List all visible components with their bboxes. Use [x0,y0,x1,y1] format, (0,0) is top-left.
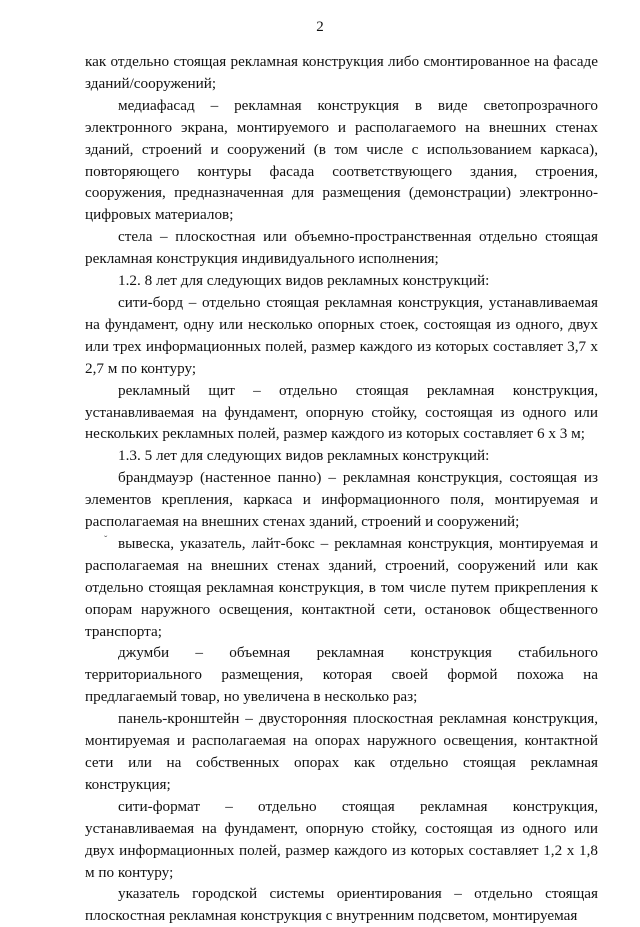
paragraph: вывеска, указатель, лайт-бокс – рекламная конструкция, монтируемая и располагаемая на внешних стенах зданий, строений, сооружений или как отдельно стоящая рекламная конструкция, в том числе путем прикрепления к опорам наружного освещения, контактной сети, остановок общественного транспорта; [85,534,598,640]
paragraph: стела – плоскостная или объемно-пространственная отдельно стоящая рекламная конструкция индивидуального исполнения; [85,228,598,268]
paragraph: указатель городской системы ориентирования – отдельно стоящая плоскостная рекламная конструкция с внутренним подсветом, монтируемая [85,885,598,925]
paragraph: рекламный щит – отдельно стоящая рекламная конструкция, устанавливаемая на фундамент, опорную стойку, состоящая из одного или нескольких рекламных полей, размер каждого из которых составляет 6 х 3 м; [85,381,598,443]
paragraph: медиафасад – рекламная конструкция в виде светопрозрачного электронного экрана, монтируемого и располагаемого на внешних стенах зданий, строений и сооружений (в том числе с использованием каркаса), повторяющего контуры фасада соответствующего здания, строения, сооружения, предназначенная для размещения (демонстрации) электронно-цифровых материалов; [85,96,598,224]
paragraph: сити-формат – отдельно стоящая рекламная конструкция, устанавливаемая на фундамент, опорную стойку, состоящая из одного или двух информационных полей, размер каждого из которых составляет 1,2 х 1,8 м по контуру; [85,797,598,881]
page-number: 2 [316,19,324,35]
paragraph: джумби – объемная рекламная конструкция стабильного территориального размещения, которая своей формой похожа на предлагаемый товар, но увеличена в несколько раз; [85,644,598,706]
scan-mark: ˇ [104,535,108,546]
paragraph: как отдельно стоящая рекламная конструкция либо смонтированное на фасаде зданий/сооружений; [85,53,598,92]
document-body [85,51,598,927]
paragraph: сити-борд – отдельно стоящая рекламная конструкция, устанавливаемая на фундамент, одну или несколько опорных стоек, состоящая из одного, двух или трех информационных полей, размер каждого из которых составляет 3,7 х 2,7 м по контуру; [85,293,598,377]
paragraph: брандмауэр (настенное панно) – рекламная конструкция, состоящая из элементов крепления, каркаса и информационного поля, монтируемая и располагаемая на внешних стенах зданий, строений и сооружений; [85,469,598,531]
section-heading: 1.3. 5 лет для следующих видов рекламных конструкций: [118,447,490,465]
section-heading: 1.2. 8 лет для следующих видов рекламных конструкций: [118,272,490,290]
paragraph: панель-кронштейн – двусторонняя плоскостная рекламная конструкция, монтируемая и располагаемая на опорах наружного освещения, контактной сети или на собственных опорах как отдельно стоящая рекламная конструкция; [85,710,598,793]
